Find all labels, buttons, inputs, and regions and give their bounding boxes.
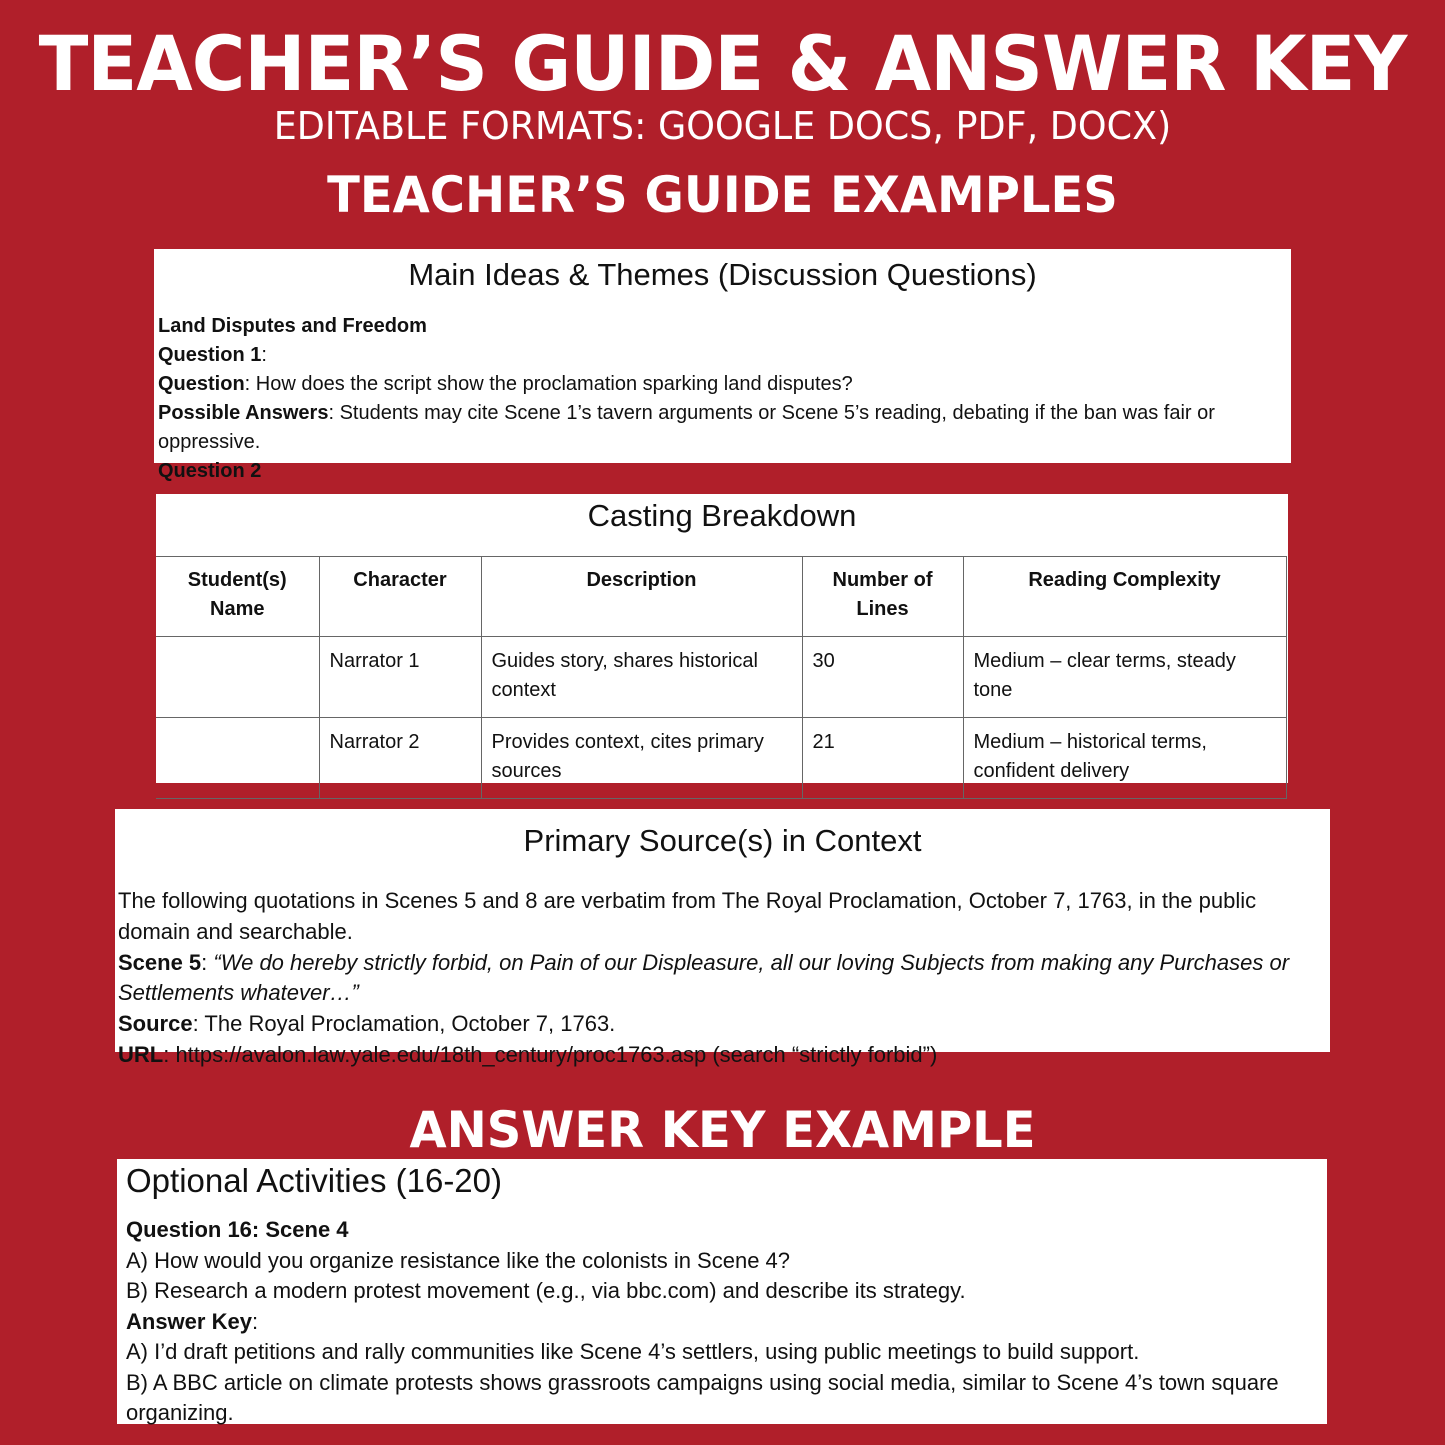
- column-header: Character: [319, 557, 481, 637]
- primary-source-intro: The following quotations in Scenes 5 and 8 are verbatim from The Royal Proclamation, October 7, 1763, in the public domain and searchable.: [118, 888, 1257, 944]
- description-cell: Guides story, shares historical context: [481, 637, 802, 718]
- page-title: TEACHER’S GUIDE & ANSWER KEY: [38, 19, 1407, 108]
- lines-cell: 30: [802, 637, 963, 718]
- answer-key-title: Optional Activities (16-20): [126, 1162, 503, 1199]
- lines-cell: 21: [802, 718, 963, 799]
- url-label: URL: [118, 1041, 164, 1067]
- main-ideas-body: [158, 312, 1288, 486]
- section-heading-answer-key: ANSWER KEY EXAMPLE: [409, 1101, 1036, 1159]
- primary-source-title: Primary Source(s) in Context: [523, 823, 922, 858]
- question-number: Question 1: [158, 344, 262, 366]
- main-ideas-title: Main Ideas & Themes (Discussion Questions): [408, 257, 1037, 292]
- column-header: Description: [481, 557, 802, 637]
- main-ideas-panel: [154, 249, 1291, 482]
- next-question-label: Question 2: [158, 460, 262, 482]
- section-heading-guide: TEACHER’S GUIDE EXAMPLES: [327, 166, 1118, 224]
- question-number-colon: :: [261, 344, 267, 366]
- column-header: Student(s) Name: [156, 557, 319, 637]
- table-header-row: [156, 557, 1286, 637]
- prompt-a: A) How would you organize resistance like the colonists in Scene 4?: [126, 1247, 791, 1273]
- question-label: Question: [158, 373, 245, 395]
- primary-source-body: [118, 886, 1318, 1071]
- question-text: : How does the script show the proclamation sparking land disputes?: [244, 373, 853, 395]
- complexity-cell: Medium – historical terms, confident delivery: [963, 718, 1286, 799]
- character-cell: Narrator 1: [319, 637, 481, 718]
- student-name-cell[interactable]: [156, 718, 319, 799]
- column-header: Reading Complexity: [963, 557, 1286, 637]
- scene-colon: :: [201, 949, 214, 975]
- formats-subtitle: EDITABLE FORMATS: GOOGLE DOCS, PDF, DOCX): [273, 104, 1172, 148]
- casting-table: [156, 556, 1287, 799]
- source-text: : The Royal Proclamation, October 7, 1763.: [192, 1011, 616, 1037]
- source-label: Source: [118, 1011, 193, 1037]
- answer-key-panel: [117, 1159, 1327, 1424]
- student-name-cell[interactable]: [156, 637, 319, 718]
- prompt-b: B) Research a modern protest movement (e.g., via bbc.com) and describe its strategy.: [126, 1278, 966, 1303]
- casting-title: Casting Breakdown: [587, 498, 857, 533]
- character-cell: Narrator 2: [319, 718, 481, 799]
- table-row: [156, 718, 1286, 799]
- description-cell: Provides context, cites primary sources: [481, 718, 802, 799]
- answer-key-colon: :: [251, 1308, 259, 1334]
- column-header: Number of Lines: [802, 557, 963, 637]
- url-link[interactable]: : https://avalon.law.yale.edu/18th_century/proc1763.asp (search “strictly forbid”): [163, 1041, 938, 1067]
- scene-quote: “We do hereby strictly forbid, on Pain of our Displeasure, all our loving Subjects from making any Purchases or Settlements whatever…”: [118, 949, 1290, 1006]
- table-row: [156, 637, 1286, 718]
- answers-label: Possible Answers: [158, 402, 329, 424]
- complexity-cell: Medium – clear terms, steady tone: [963, 637, 1286, 718]
- topic-heading: Land Disputes and Freedom: [158, 315, 427, 337]
- answer-a: A) I’d draft petitions and rally communities like Scene 4’s settlers, using public meetings to build support.: [126, 1339, 1140, 1364]
- question-heading: Question 16: Scene 4: [126, 1217, 349, 1242]
- answer-b: B) A BBC article on climate protests shows grassroots campaigns using social media, similar to Scene 4’s town square organizing.: [126, 1369, 1279, 1425]
- answer-key-label: Answer Key: [126, 1308, 252, 1334]
- primary-source-panel: [115, 809, 1330, 1067]
- scene-label: Scene 5: [118, 949, 202, 975]
- answer-key-body: [126, 1215, 1321, 1429]
- casting-panel: [156, 494, 1288, 783]
- answers-text: : Students may cite Scene 1’s tavern arguments or Scene 5’s reading, debating if the ban was fair or oppressive.: [158, 402, 1215, 453]
